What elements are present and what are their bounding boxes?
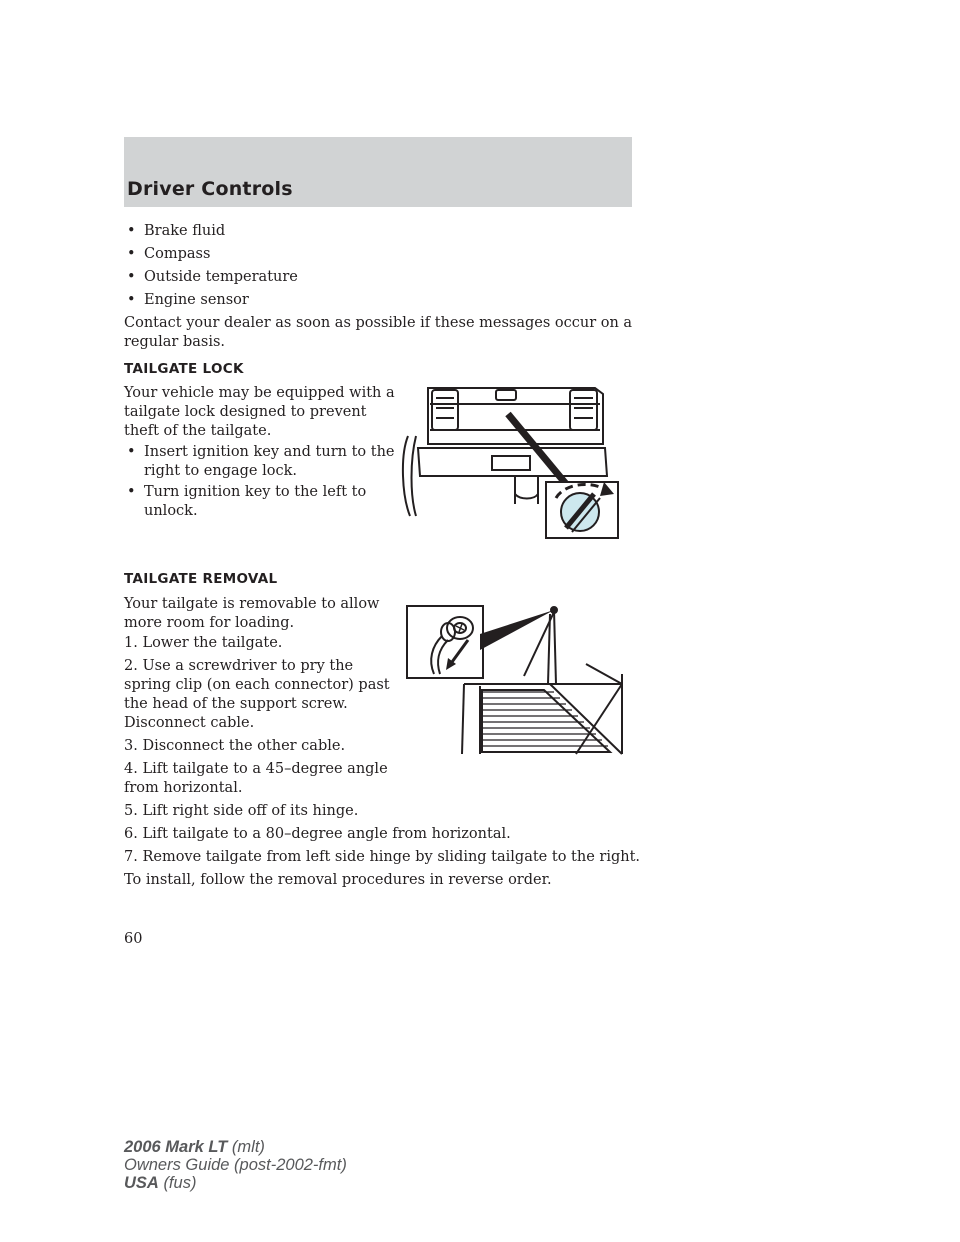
footer-model-code: (mlt) <box>231 1138 265 1156</box>
step-2-line: Disconnect cable. <box>124 715 255 731</box>
tailgate-lock-heading: TAILGATE LOCK <box>124 361 244 377</box>
bullet-icon: • <box>127 444 136 460</box>
bullet-icon: • <box>127 246 136 262</box>
list-item-text: right to engage lock. <box>144 463 297 479</box>
list-item-text: Outside temperature <box>144 269 298 285</box>
paragraph-line: more room for loading. <box>124 615 295 631</box>
footer <box>124 1138 347 1192</box>
contact-note-line: regular basis. <box>124 334 226 350</box>
install-note: To install, follow the removal procedures in reverse order. <box>124 872 552 888</box>
step-2-line: the head of the support screw. <box>124 696 348 712</box>
paragraph-line: tailgate lock designed to prevent <box>124 404 367 420</box>
tailgate-removal-illustration <box>404 604 626 758</box>
step-4-line: from horizontal. <box>124 780 243 796</box>
step-2-line: spring clip (on each connector) past <box>124 677 390 693</box>
step-2-line: 2. Use a screwdriver to pry the <box>124 658 354 674</box>
step-1: 1. Lower the tailgate. <box>124 635 283 651</box>
paragraph-line: theft of the tailgate. <box>124 423 272 439</box>
contact-note-line: Contact your dealer as soon as possible if these messages occur on a <box>124 315 633 331</box>
bullet-icon: • <box>127 292 136 308</box>
bullet-icon: • <box>127 484 136 500</box>
footer-region-code: (fus) <box>163 1174 197 1192</box>
tailgate-removal-heading: TAILGATE REMOVAL <box>124 571 278 587</box>
step-6: 6. Lift tailgate to a 80–degree angle from horizontal. <box>124 826 511 842</box>
list-item-text: Turn ignition key to the left to <box>144 484 367 500</box>
step-5: 5. Lift right side off of its hinge. <box>124 803 359 819</box>
list-item-text: unlock. <box>144 503 198 519</box>
footer-model: 2006 Mark LT <box>124 1138 228 1156</box>
section-title: Driver Controls <box>127 178 293 200</box>
step-4-line: 4. Lift tailgate to a 45–degree angle <box>124 761 388 777</box>
step-7: 7. Remove tailgate from left side hinge by sliding tailgate to the right. <box>124 849 641 865</box>
page-number: 60 <box>124 931 143 947</box>
tailgate-lock-illustration <box>400 376 625 542</box>
paragraph-line: Your vehicle may be equipped with a <box>124 385 395 401</box>
bullet-icon: • <box>127 223 136 239</box>
list-item-text: Insert ignition key and turn to the <box>144 444 395 460</box>
list-item-text: Compass <box>144 246 211 262</box>
bullet-icon: • <box>127 269 136 285</box>
paragraph-line: Your tailgate is removable to allow <box>124 596 380 612</box>
footer-guide: Owners Guide (post-2002-fmt) <box>124 1156 347 1174</box>
list-item-text: Engine sensor <box>144 292 249 308</box>
section-header-band <box>124 137 632 207</box>
footer-region: USA <box>124 1174 159 1192</box>
list-item-text: Brake fluid <box>144 223 226 239</box>
step-3: 3. Disconnect the other cable. <box>124 738 346 754</box>
